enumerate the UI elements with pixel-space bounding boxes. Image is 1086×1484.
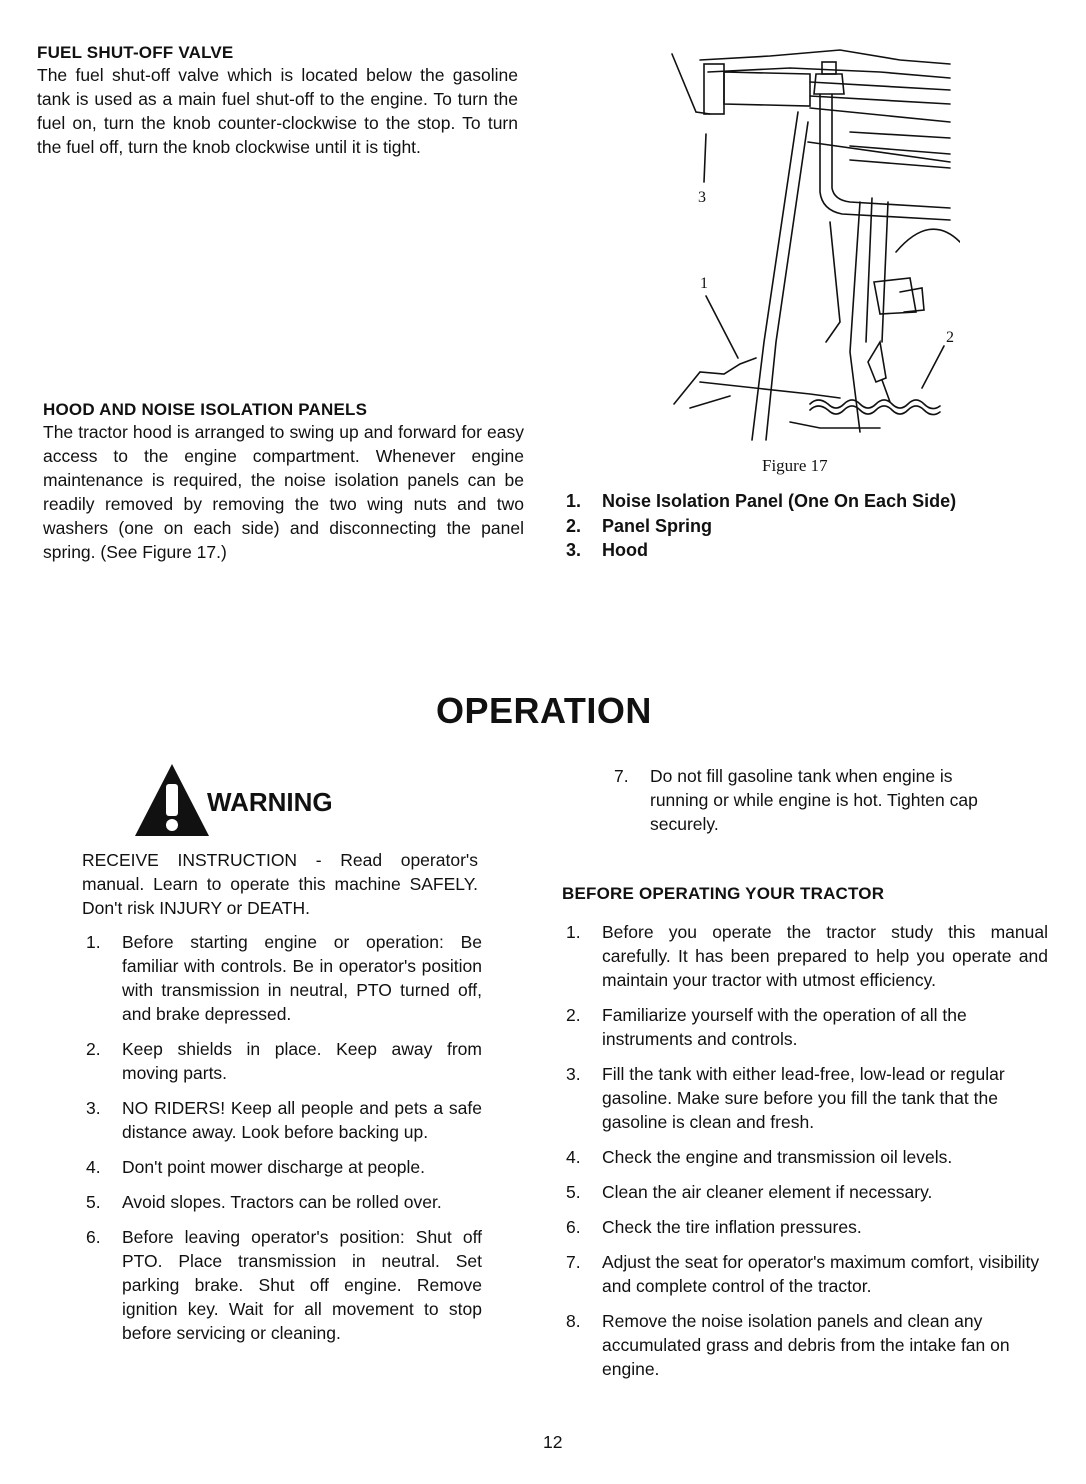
warning-list [82, 930, 482, 1356]
list-item: 6. Check the tire inflation pressures. [566, 1217, 862, 1237]
callout-2: 2 [946, 329, 954, 346]
before-operating-heading: BEFORE OPERATING YOUR TRACTOR [562, 884, 885, 903]
fuel-valve-section [37, 43, 518, 159]
callout-3: 3 [698, 189, 706, 206]
page-title: OPERATION [436, 690, 652, 731]
hood-panels-heading: HOOD AND NOISE ISOLATION PANELS [43, 400, 368, 419]
list-item: 7. Adjust the seat for operator's maximum comfort, visibility and complete control of the tractor. [566, 1252, 1040, 1296]
list-item: 7. Do not fill gasoline tank when engine is running or while engine is hot. Tighten cap securely. [614, 766, 978, 834]
list-item: 6. Before leaving operator's position: Shut off PTO. Place transmission in neutral. Set parking brake. Shut off engine. Remove ignition key. Wait for all movement to stop before servicing or cleaning. [86, 1227, 482, 1343]
list-item: 3. NO RIDERS! Keep all people and pets a safe distance away. Look before backing up. [86, 1098, 482, 1142]
list-item: 4. Don't point mower discharge at people. [86, 1157, 425, 1177]
legend-item: 3. Hood [566, 540, 648, 560]
list-item: 1. Before you operate the tractor study this manual carefully. It has been prepared to help you operate and maintain your tractor with utmost efficiency. [566, 922, 1048, 990]
list-item: 2. Familiarize yourself with the operation of all the instruments and controls. [566, 1005, 967, 1049]
page-number: 12 [543, 1432, 563, 1452]
before-operating-list [562, 920, 1048, 1392]
list-item: 4. Check the engine and transmission oil levels. [566, 1147, 953, 1167]
warning-label: WARNING [207, 787, 333, 817]
list-item: 2. Keep shields in place. Keep away from moving parts. [86, 1039, 482, 1083]
list-item: 3. Fill the tank with either lead-free, low-lead or regular gasoline. Make sure before you fill the tank that the gasoline is clean and fresh. [566, 1064, 1005, 1132]
fuel-valve-heading: FUEL SHUT-OFF VALVE [37, 43, 234, 62]
figure-legend [562, 489, 1062, 563]
callout-1: 1 [700, 275, 708, 292]
list-item: 5. Avoid slopes. Tractors can be rolled over. [86, 1192, 442, 1212]
fuel-valve-text: The fuel shut-off valve which is located below the gasoline tank is used as a main fuel shut-off to the engine. To turn the fuel on, turn the knob counter-clockwise to the stop. To turn the fuel off, turn the knob clockwise until it is tight. [37, 65, 518, 157]
figure-17-illustration [660, 42, 960, 457]
legend-item: 1. Noise Isolation Panel (One On Each Side) [566, 491, 957, 511]
warning-triangle-icon [133, 762, 211, 840]
list-item: 8. Remove the noise isolation panels and clean any accumulated grass and debris from the intake fan on engine. [566, 1311, 1010, 1379]
legend-item: 2. Panel Spring [566, 515, 713, 536]
list-item: 5. Clean the air cleaner element if necessary. [566, 1182, 933, 1202]
figure-caption: Figure 17 [762, 456, 828, 475]
warning-intro: RECEIVE INSTRUCTION - Read operator's manual. Learn to operate this machine SAFELY. Don't risk INJURY or DEATH. [82, 850, 478, 918]
warning-list-continued [610, 764, 1010, 847]
hood-panels-text: The tractor hood is arranged to swing up and forward for easy access to the engine compartment. Whenever engine maintenance is required, the noise isolation panels can be readily removed by removing the two wing nuts and two washers (one on each side) and disconnecting the panel spring. (See Figure 17.) [43, 422, 524, 562]
list-item: 1. Before starting engine or operation: Be familiar with controls. Be in operator's position with transmission in neutral, PTO turned off, and brake depressed. [86, 932, 482, 1024]
hood-panels-section [43, 400, 524, 564]
